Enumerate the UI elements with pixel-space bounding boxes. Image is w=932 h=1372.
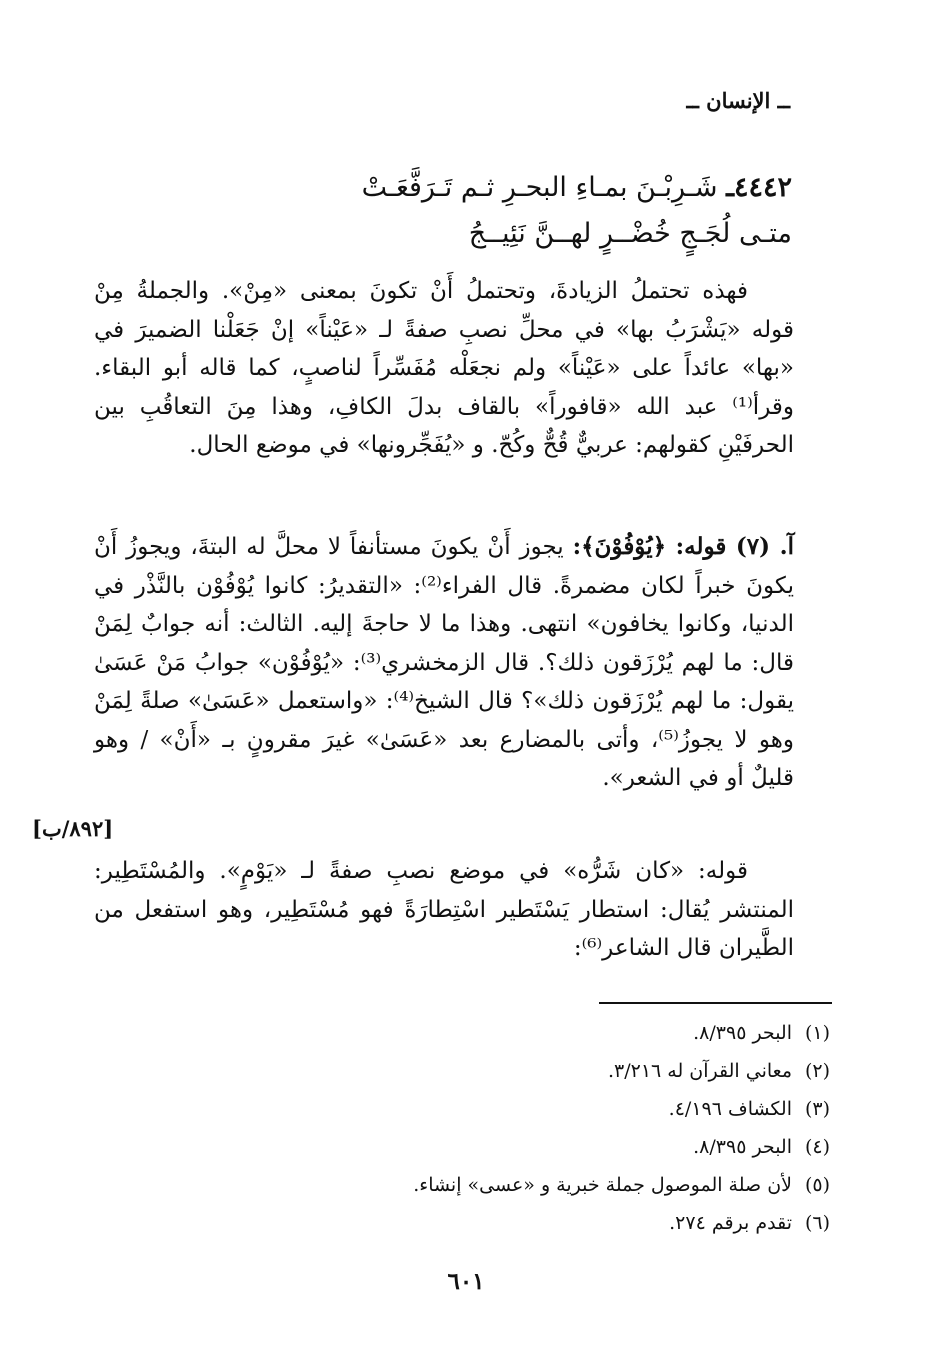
footnote-divider [599,1002,832,1004]
verse-reference: آ. (٧) قوله: ﴿يُوْفُوْنَ﴾: [572,533,794,560]
footnote-number: (٣) [804,1098,830,1120]
footnote-item [413,1014,830,1052]
verse-line-1 [362,165,792,211]
footnote-number: (٢) [804,1060,830,1082]
page-header: ــ الإنسان ــ [686,88,790,113]
footnote-text: الكشاف ٤/١٩٦. [668,1098,792,1120]
footnote-item [413,1128,830,1166]
footnote-item [413,1204,830,1242]
footnote-text: لأن صلة الموصول جملة خبرية و «عسى» إنشاء. [413,1174,792,1196]
footnotes-list [413,1014,830,1242]
page-number: ٦٠١ [447,1268,485,1295]
footnote-item [413,1166,830,1204]
footnote-text: البحر ٨/٣٩٥. [693,1136,792,1158]
footnote-item [413,1090,830,1128]
verse-hemistich-2: متـى لُجَـجٍ خُضْــرٍ لهــنَّ نَئِيــجُ [468,218,792,249]
footnote-number: (١) [804,1022,830,1044]
footnote-text: معاني القرآن له ٣/٢١٦. [607,1060,792,1082]
footnote-number: (٦) [804,1212,830,1234]
paragraph-1: فهذه تحتملُ الزيادةَ، وتحتملُ أَنْ تكونَ بمعنى «مِنْ». والجملةُ مِنْ قوله «يَشْرَبُ بها» في محلِّ نصبِ صفةً لـ «عَيْناً» إنْ جَعَلْنا الضميرَ في «بها» عائداً على «عَيْناً» ولم نجعَلْه مُفَسِّراً لناصبٍ، كما قاله أبو البقاء. وقرأ⁽¹⁾ عبد الله «قافوراً» بالقاف بدلَ الكافِ، وهذا مِنَ التعاقُبِ بين الحرفَيْنِ كقولهم: عربيٌّ قُحٌّ وكُحّ. و «يُفَجِّرونها» في موضع الحال. [94,278,794,458]
footnote-number: (٥) [804,1174,830,1196]
paragraph-2 [94,528,794,798]
verse-number: ٤٤٤٢ـ [726,172,792,203]
paragraph-2-text: يجوز أَنْ يكونَ مستأنفاً لا محلَّ له البتةَ، ويجوزُ أَنْ يكونَ خبراً لكان مضمرةً. قال الفراء⁽²⁾: «التقديرُ: كانوا يُوْفُوْن بالنَّذْر في الدنيا، وكانوا يخافون» انتهى. وهذا ما لا حاجةَ إليه. الثالث: أنه جوابٌ لِمَنْ قال: ما لهم يُرْزَقون ذلك؟. قال الزمخشري⁽³⁾: «يُوْفُوْن» جوابُ مَنْ عَسَىٰ يقول: ما لهم يُرْزَقون ذلك»؟ قال الشيخ⁽⁴⁾: «واستعمل «عَسَىٰ» صلةً لِمَنْ وهو لا يجوزُ⁽⁵⁾، وأتى بالمضارع بعد «عَسَىٰ» غيرَ مقرونٍ بـ «أَنْ» / وهو قليلٌ أو في الشعر». [94,534,795,791]
verse-line-2 [469,211,792,257]
margin-folio-note: [٨٩٢/ب] [32,816,114,841]
verse-hemistich-1: شَـرِبْـنَ بمـاءِ البحـرِ ثـم تَـرَفَّعَـتْ [361,172,718,203]
footnote-number: (٤) [804,1136,830,1158]
footnote-text: البحر ٨/٣٩٥. [693,1022,792,1044]
paragraph-3: قوله: «كان شَرُّه» في موضع نصبِ صفةً لـ «يَوْمٍ». والمُسْتَطِير: المنتشر يُقال: استطار يَسْتَطير اسْتِطارَةً فهو مُسْتَطِير، وهو استفعل من الطَّيران قال الشاعر⁽⁶⁾: [94,858,794,961]
footnote-text: تقدم برقم ٢٧٤. [669,1212,792,1234]
footnote-item [413,1052,830,1090]
